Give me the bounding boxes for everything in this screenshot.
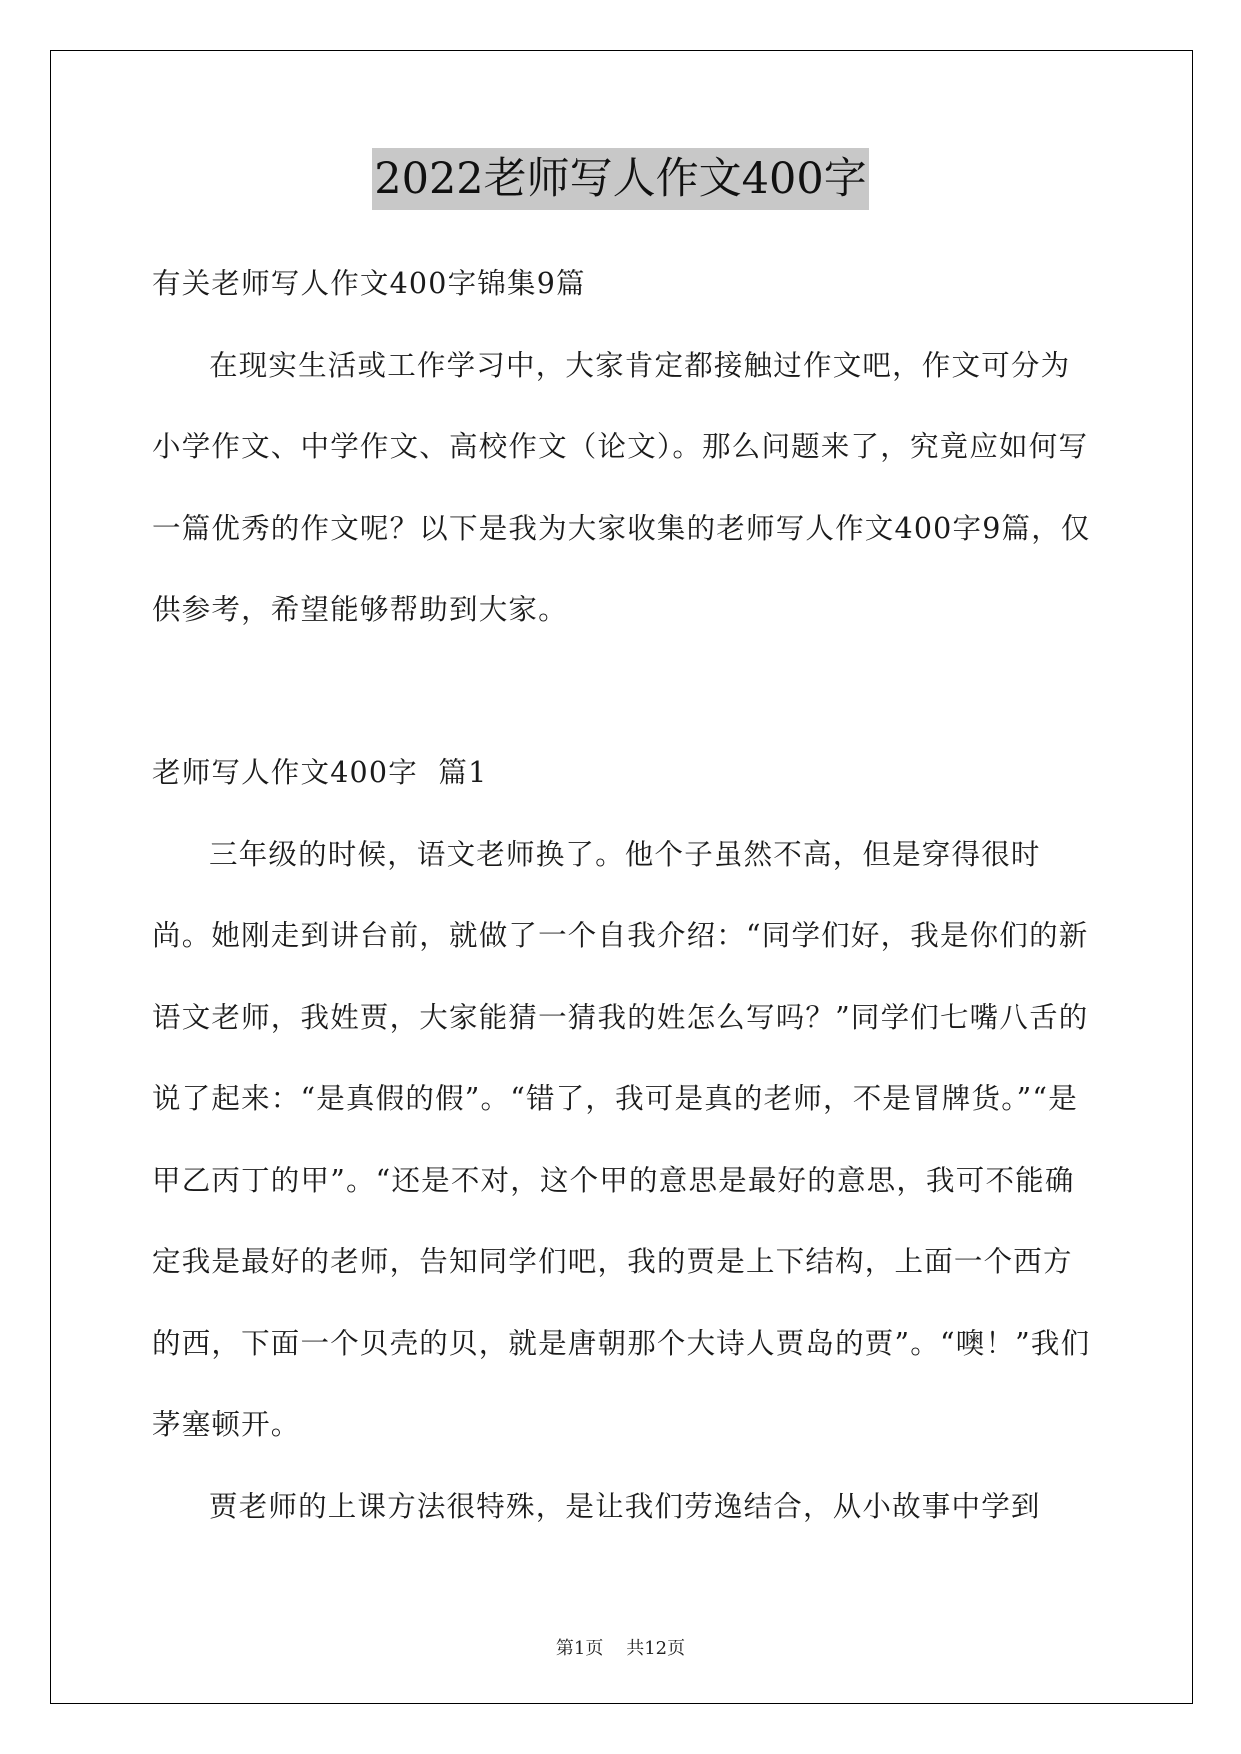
section-heading: 老师写人作文400字 篇1 [152, 756, 488, 789]
document-title: 2022老师写人作文400字 [372, 148, 869, 210]
subtitle: 有关老师写人作文400字锦集9篇 [152, 267, 586, 300]
title-area [0, 148, 1241, 210]
body-paragraph: 贾老师的上课方法很特殊，是让我们劳逸结合，从小故事中学到 [209, 1489, 1041, 1523]
body-paragraph: 三年级的时候，语文老师换了。他个子虽然不高，但是穿得很时尚。她刚走到讲台前，就做了一个自我介绍：“同学们好，我是你们的新语文老师，我姓贾，大家能猜一猜我的姓怎么写吗？”同学们七嘴八舌的说了起来：“是真假的假”。“错了，我可是真的老师，不是冒牌货。”“是甲乙丙丁的甲”。“还是不对，这个甲的意思是最好的意思，我可不能确定我是最好的老师，告知同学们吧，我的贾是上下结构，上面一个西方的西，下面一个贝壳的贝，就是唐朝那个大诗人贾岛的贾”。“噢！”我们茅塞顿开。 [152, 837, 1091, 1441]
page-footer: 第1页 共12页 [555, 1638, 686, 1659]
document-body [152, 243, 1092, 1547]
intro-paragraph: 在现实生活或工作学习中，大家肯定都接触过作文吧，作文可分为小学作文、中学作文、高校作文（论文）。那么问题来了，究竟应如何写一篇优秀的作文呢？以下是我为大家收集的老师写人作文400字9篇，仅供参考，希望能够帮助到大家。 [152, 348, 1091, 626]
